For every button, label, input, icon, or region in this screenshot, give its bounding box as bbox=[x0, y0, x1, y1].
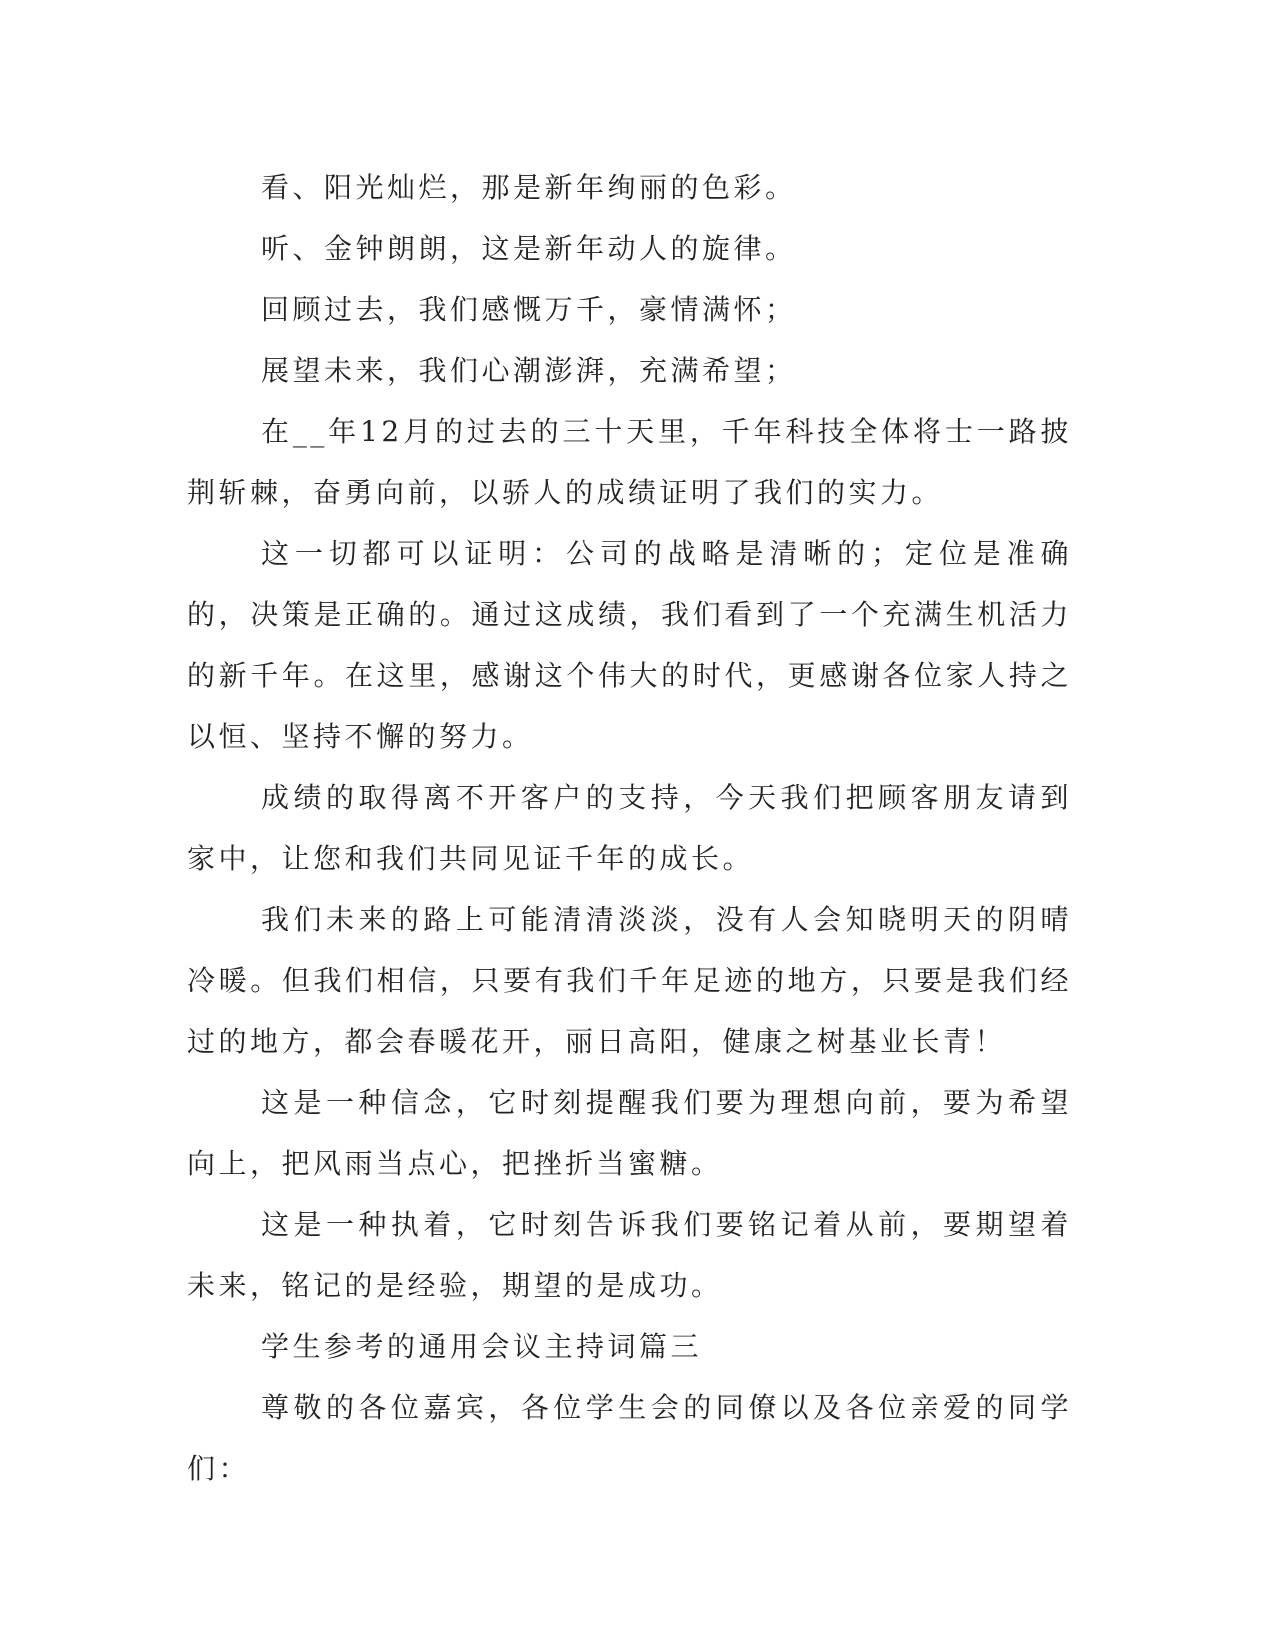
paragraph-2: 听、金钟朗朗，这是新年动人的旋律。 bbox=[261, 232, 797, 265]
paragraph-1: 看、阳光灿烂，那是新年绚丽的色彩。 bbox=[261, 171, 797, 204]
paragraph-4: 展望未来，我们心潮澎湃，充满希望； bbox=[261, 354, 797, 387]
paragraph-3: 回顾过去，我们感慨万千，豪情满怀； bbox=[261, 293, 797, 326]
paragraph-9: 这是一种信念，它时刻提醒我们要为理想向前，要为希望向上，把风雨当点心，把挫折当蜜糖。 bbox=[187, 1086, 1072, 1180]
paragraph-10: 这是一种执着，它时刻告诉我们要铭记着从前，要期望着未来，铭记的是经验，期望的是成功。 bbox=[187, 1208, 1072, 1302]
paragraph-8: 我们未来的路上可能清清淡淡，没有人会知晓明天的阴晴冷暖。但我们相信，只要有我们千年足迹的地方，只要是我们经过的地方，都会春暖花开，丽日高阳，健康之树基业长青！ bbox=[187, 903, 1072, 1058]
document-body bbox=[187, 157, 1072, 1499]
salutation: 尊敬的各位嘉宾，各位学生会的同僚以及各位亲爱的同学们： bbox=[187, 1391, 1072, 1485]
paragraph-5: 在__年12月的过去的三十天里，千年科技全体将士一路披荆斩棘，奋勇向前，以骄人的成绩证明了我们的实力。 bbox=[187, 415, 1072, 509]
paragraph-7: 成绩的取得离不开客户的支持，今天我们把顾客朋友请到家中，让您和我们共同见证千年的成长。 bbox=[187, 781, 1072, 875]
paragraph-6: 这一切都可以证明：公司的战略是清晰的；定位是准确的，决策是正确的。通过这成绩，我们看到了一个充满生机活力的新千年。在这里，感谢这个伟大的时代，更感谢各位家人持之以恒、坚持不懈的努力。 bbox=[187, 537, 1072, 753]
section-heading: 学生参考的通用会议主持词篇三 bbox=[261, 1330, 703, 1363]
